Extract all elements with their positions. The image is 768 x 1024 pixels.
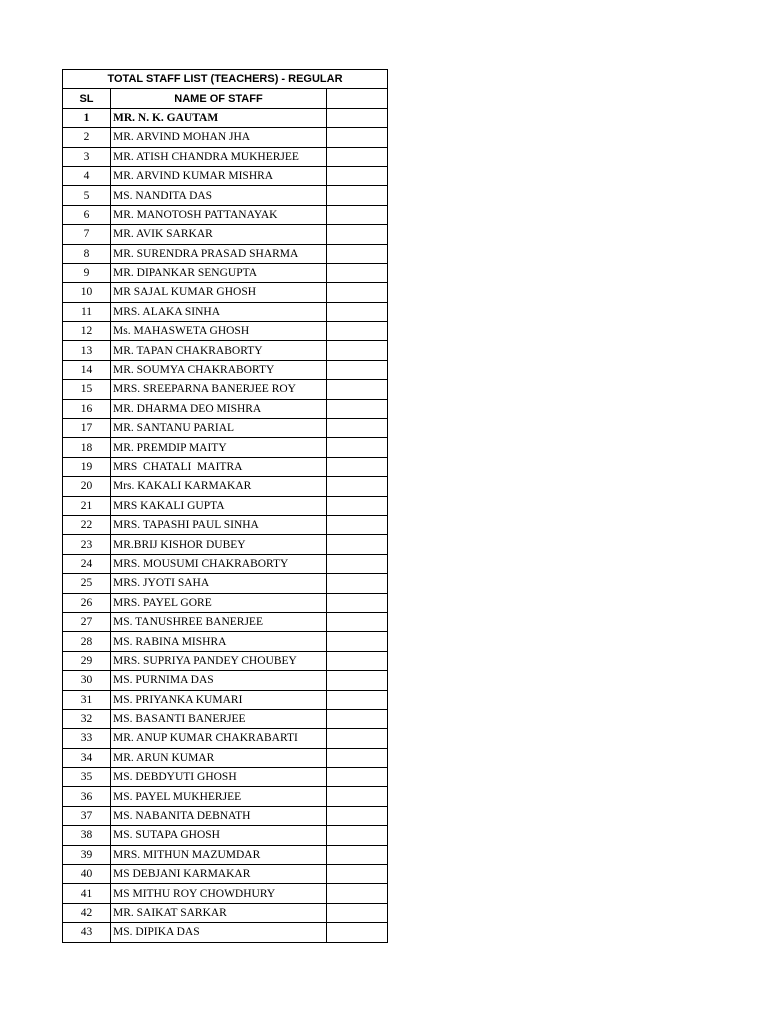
staff-name-cell: MS. SUTAPA GHOSH: [111, 826, 327, 845]
serial-number-cell: 34: [63, 748, 111, 767]
serial-number-cell: 12: [63, 322, 111, 341]
blank-cell: [327, 457, 388, 476]
table-row: [63, 903, 388, 922]
serial-number-cell: 42: [63, 903, 111, 922]
blank-cell: [327, 729, 388, 748]
header-blank: [327, 89, 388, 108]
blank-cell: [327, 903, 388, 922]
serial-number-cell: 3: [63, 147, 111, 166]
table-row: [63, 884, 388, 903]
blank-cell: [327, 341, 388, 360]
table-row: [63, 554, 388, 573]
serial-number-cell: 32: [63, 709, 111, 728]
table-row: [63, 787, 388, 806]
staff-name-cell: MS. NABANITA DEBNATH: [111, 806, 327, 825]
blank-cell: [327, 554, 388, 573]
serial-number-cell: 4: [63, 166, 111, 185]
table-row: [63, 128, 388, 147]
staff-name-cell: Ms. MAHASWETA GHOSH: [111, 322, 327, 341]
staff-name-cell: MR. DIPANKAR SENGUPTA: [111, 263, 327, 282]
staff-name-cell: MS. PRIYANKA KUMARI: [111, 690, 327, 709]
table-row: [63, 399, 388, 418]
staff-name-cell: MR. ATISH CHANDRA MUKHERJEE: [111, 147, 327, 166]
serial-number-cell: 22: [63, 515, 111, 534]
blank-cell: [327, 147, 388, 166]
staff-name-cell: MRS. MOUSUMI CHAKRABORTY: [111, 554, 327, 573]
staff-name-cell: MR. ARVIND MOHAN JHA: [111, 128, 327, 147]
blank-cell: [327, 380, 388, 399]
blank-cell: [327, 322, 388, 341]
staff-name-cell: MR SAJAL KUMAR GHOSH: [111, 283, 327, 302]
table-row: [63, 457, 388, 476]
table-row: [63, 419, 388, 438]
staff-name-cell: MS. NANDITA DAS: [111, 186, 327, 205]
blank-cell: [327, 787, 388, 806]
staff-name-cell: MR. SAIKAT SARKAR: [111, 903, 327, 922]
table-row: [63, 322, 388, 341]
table-row: [63, 283, 388, 302]
table-row: [63, 729, 388, 748]
serial-number-cell: 15: [63, 380, 111, 399]
serial-number-cell: 21: [63, 496, 111, 515]
serial-number-cell: 9: [63, 263, 111, 282]
table-row: [63, 535, 388, 554]
blank-cell: [327, 419, 388, 438]
blank-cell: [327, 128, 388, 147]
table-row: [63, 574, 388, 593]
serial-number-cell: 30: [63, 671, 111, 690]
staff-name-cell: MS. BASANTI BANERJEE: [111, 709, 327, 728]
staff-name-cell: MRS. PAYEL GORE: [111, 593, 327, 612]
staff-name-cell: MR. SANTANU PARIAL: [111, 419, 327, 438]
blank-cell: [327, 477, 388, 496]
serial-number-cell: 37: [63, 806, 111, 825]
staff-name-cell: MR. SOUMYA CHAKRABORTY: [111, 360, 327, 379]
blank-cell: [327, 166, 388, 185]
staff-name-cell: MRS. SREEPARNA BANERJEE ROY: [111, 380, 327, 399]
staff-table-body: [63, 70, 388, 943]
serial-number-cell: 39: [63, 845, 111, 864]
table-row: [63, 380, 388, 399]
serial-number-cell: 17: [63, 419, 111, 438]
staff-name-cell: MS DEBJANI KARMAKAR: [111, 865, 327, 884]
table-row: [63, 651, 388, 670]
serial-number-cell: 41: [63, 884, 111, 903]
serial-number-cell: 31: [63, 690, 111, 709]
serial-number-cell: 38: [63, 826, 111, 845]
serial-number-cell: 33: [63, 729, 111, 748]
table-row: [63, 690, 388, 709]
blank-cell: [327, 826, 388, 845]
blank-cell: [327, 806, 388, 825]
table-row: [63, 709, 388, 728]
staff-name-cell: MRS. MITHUN MAZUMDAR: [111, 845, 327, 864]
blank-cell: [327, 535, 388, 554]
staff-name-cell: MS. TANUSHREE BANERJEE: [111, 612, 327, 631]
table-row: [63, 515, 388, 534]
staff-name-cell: MR. AVIK SARKAR: [111, 225, 327, 244]
table-row: [63, 360, 388, 379]
header-name-of-staff: NAME OF STAFF: [111, 89, 327, 108]
blank-cell: [327, 108, 388, 127]
table-title: TOTAL STAFF LIST (TEACHERS) - REGULAR: [63, 70, 388, 89]
blank-cell: [327, 360, 388, 379]
table-row: [63, 671, 388, 690]
table-row: [63, 147, 388, 166]
header-sl: SL: [63, 89, 111, 108]
blank-cell: [327, 593, 388, 612]
blank-cell: [327, 612, 388, 631]
table-row: [63, 244, 388, 263]
serial-number-cell: 28: [63, 632, 111, 651]
serial-number-cell: 13: [63, 341, 111, 360]
serial-number-cell: 36: [63, 787, 111, 806]
blank-cell: [327, 690, 388, 709]
table-row: [63, 166, 388, 185]
blank-cell: [327, 574, 388, 593]
staff-name-cell: MR. TAPAN CHAKRABORTY: [111, 341, 327, 360]
serial-number-cell: 29: [63, 651, 111, 670]
table-row: [63, 632, 388, 651]
serial-number-cell: 19: [63, 457, 111, 476]
blank-cell: [327, 884, 388, 903]
staff-name-cell: MR. PREMDIP MAITY: [111, 438, 327, 457]
serial-number-cell: 16: [63, 399, 111, 418]
staff-name-cell: MR. DHARMA DEO MISHRA: [111, 399, 327, 418]
table-row: [63, 108, 388, 127]
staff-name-cell: MR.BRIJ KISHOR DUBEY: [111, 535, 327, 554]
blank-cell: [327, 748, 388, 767]
serial-number-cell: 18: [63, 438, 111, 457]
blank-cell: [327, 923, 388, 942]
blank-cell: [327, 768, 388, 787]
table-row: [63, 477, 388, 496]
serial-number-cell: 26: [63, 593, 111, 612]
serial-number-cell: 40: [63, 865, 111, 884]
serial-number-cell: 5: [63, 186, 111, 205]
staff-name-cell: Mrs. KAKALI KARMAKAR: [111, 477, 327, 496]
table-row: [63, 593, 388, 612]
table-row: [63, 826, 388, 845]
staff-name-cell: MS MITHU ROY CHOWDHURY: [111, 884, 327, 903]
blank-cell: [327, 438, 388, 457]
blank-cell: [327, 186, 388, 205]
serial-number-cell: 25: [63, 574, 111, 593]
serial-number-cell: 14: [63, 360, 111, 379]
blank-cell: [327, 671, 388, 690]
blank-cell: [327, 244, 388, 263]
table-row: [63, 302, 388, 321]
table-row: [63, 341, 388, 360]
blank-cell: [327, 283, 388, 302]
staff-name-cell: MRS. SUPRIYA PANDEY CHOUBEY: [111, 651, 327, 670]
serial-number-cell: 35: [63, 768, 111, 787]
serial-number-cell: 2: [63, 128, 111, 147]
serial-number-cell: 8: [63, 244, 111, 263]
serial-number-cell: 43: [63, 923, 111, 942]
staff-name-cell: MRS. TAPASHI PAUL SINHA: [111, 515, 327, 534]
staff-name-cell: MRS CHATALI MAITRA: [111, 457, 327, 476]
serial-number-cell: 7: [63, 225, 111, 244]
table-row: [63, 865, 388, 884]
blank-cell: [327, 845, 388, 864]
blank-cell: [327, 302, 388, 321]
staff-name-cell: MS. DEBDYUTI GHOSH: [111, 768, 327, 787]
staff-name-cell: MR. SURENDRA PRASAD SHARMA: [111, 244, 327, 263]
blank-cell: [327, 865, 388, 884]
serial-number-cell: 20: [63, 477, 111, 496]
blank-cell: [327, 632, 388, 651]
staff-name-cell: MRS. ALAKA SINHA: [111, 302, 327, 321]
staff-name-cell: MS. DIPIKA DAS: [111, 923, 327, 942]
table-row: [63, 438, 388, 457]
serial-number-cell: 23: [63, 535, 111, 554]
blank-cell: [327, 496, 388, 515]
staff-name-cell: MS. PURNIMA DAS: [111, 671, 327, 690]
staff-name-cell: MR. ARVIND KUMAR MISHRA: [111, 166, 327, 185]
staff-name-cell: MR. N. K. GAUTAM: [111, 108, 327, 127]
staff-name-cell: MRS. JYOTI SAHA: [111, 574, 327, 593]
serial-number-cell: 10: [63, 283, 111, 302]
table-row: [63, 768, 388, 787]
table-row: [63, 845, 388, 864]
staff-name-cell: MR. ANUP KUMAR CHAKRABARTI: [111, 729, 327, 748]
blank-cell: [327, 399, 388, 418]
serial-number-cell: 6: [63, 205, 111, 224]
table-row: [63, 612, 388, 631]
table-row: [63, 496, 388, 515]
staff-name-cell: MS. RABINA MISHRA: [111, 632, 327, 651]
blank-cell: [327, 709, 388, 728]
serial-number-cell: 1: [63, 108, 111, 127]
table-row: [63, 923, 388, 942]
serial-number-cell: 24: [63, 554, 111, 573]
blank-cell: [327, 515, 388, 534]
serial-number-cell: 27: [63, 612, 111, 631]
blank-cell: [327, 225, 388, 244]
staff-name-cell: MR. MANOTOSH PATTANAYAK: [111, 205, 327, 224]
blank-cell: [327, 651, 388, 670]
table-header-row: [63, 89, 388, 108]
staff-name-cell: MRS KAKALI GUPTA: [111, 496, 327, 515]
staff-name-cell: MR. ARUN KUMAR: [111, 748, 327, 767]
table-row: [63, 205, 388, 224]
table-row: [63, 225, 388, 244]
serial-number-cell: 11: [63, 302, 111, 321]
blank-cell: [327, 205, 388, 224]
table-title-row: [63, 70, 388, 89]
blank-cell: [327, 263, 388, 282]
staff-name-cell: MS. PAYEL MUKHERJEE: [111, 787, 327, 806]
table-row: [63, 186, 388, 205]
staff-list-table: [62, 69, 388, 943]
table-row: [63, 806, 388, 825]
table-row: [63, 263, 388, 282]
table-row: [63, 748, 388, 767]
